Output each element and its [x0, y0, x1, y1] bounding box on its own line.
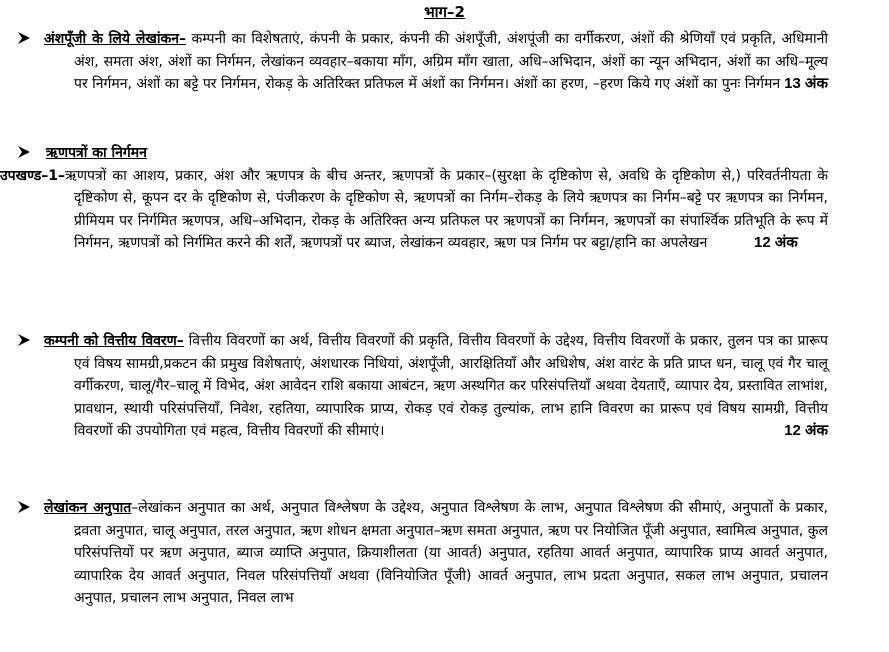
section-text: ऋणपत्रों का आशय, प्रकार, अंश और ऋणपत्र के बीच अन्तर, ऋणपत्रों के प्रकार–(सुरक्षा के दृष्टिकोण से, अवधि के दृष्टिकोण से,) परिवर्तनीयता के दृष्टिकोण से, कूपन दर के दृष्टिकोण से, पंजीकरण के दृष्टिकोण से, ऋणपत्रों का निर्गम–रोकड़ के लिये ऋणपत्र का निर्गम–बट्टे पर ऋणपत्र का निर्गमन, प्रीमियम पर निर्गमित ऋणपत्र, अधि–अभिदान, रोकड़ के अतिरिक्त अन्य प्रतिफल पर ऋणपत्रों का निर्गमन, ऋणपत्रों का संपार्श्विक प्रतिभूति के रूप में निर्गमन, ऋणपत्रों को निर्गमित करने की शर्तें, ऋणपत्रों पर ब्याज, लेखांकन व्यवहार, ऋण पत्र निर्गम पर बट्टा/हानि का अपलेखन: [64, 167, 828, 252]
section-debentures: ऋणपत्रों का निर्गमन उपखण्ड–1–ऋणपत्रों का आशय, प्रकार, अंश और ऋणपत्र के बीच अन्तर, ऋणपत्रों के प्रकार–(सुरक्षा के दृष्टिकोण से, अवधि के दृष्टिकोण से,) परिवर्तनीयता के दृष्टिकोण से, कूपन दर के दृष्टिकोण से, पंजीकरण के दृष्टिकोण से, ऋणपत्रों का निर्गम–रोकड़ के लिये ऋणपत्र का निर्गम–बट्टे पर ऋणपत्र का निर्गमन, प्रीमियम पर निर्गमित ऋणपत्र, अधि–अभिदान, रोकड़ के अतिरिक्त अन्य प्रतिफल पर ऋणपत्रों का निर्गमन, ऋणपत्रों का संपार्श्विक प्रतिभूति के रूप में निर्गमन, ऋणपत्रों को निर्गमित करने की शर्तें, ऋणपत्रों पर ब्याज, लेखांकन व्यवहार, ऋण पत्र निर्गम पर बट्टा/हानि का अपलेखन 12 अंक: [0, 145, 828, 252]
part-heading: भाग–2: [424, 3, 465, 21]
section-title: अंशपूँजी के लिये लेखांकन–: [44, 31, 186, 47]
arrow-bullet-icon: [16, 499, 32, 515]
arrow-bullet-icon: [16, 332, 32, 348]
section-text: वित्तीय विवरणों का अर्थ, वित्तीय विवरणों की प्रकृति, वित्तीय विवरणों के उद्देश्य, वित्तीय विवरणों के प्रकार, तुलन पत्र का प्रारूप एवं विषय सामग्री,प्रकटन की प्रमुख विशेषताएं, अंशधारक निधियां, अंशपूँजी, आरक्षितियाँ और अधिशेष, अंश वारंट के प्रति प्राप्त धन, चालू एवं गैर चालू वर्गीकरण, चालू/गैर–चालू में विभेद, अंश आवेदन राशि बकाया आबंटन, ऋण अस्थगित कर परिसंपत्तियाँ अथवा देयताएँ, व्यापार देय, प्रस्तावित लाभांश, प्रावधान, स्थायी परिसंपत्तियाँ, निवेश, रहतिया, व्यापारिक प्राप्य, रोकड़ एवं रोकड़ तुल्यांक, लाभ हानि विवरण का प्रारूप एवं विषय सामग्री, वित्तीय विवरणों की उपयोगिता एवं महत्व, वित्तीय विवरणों की सीमाएं।: [74, 333, 828, 440]
section-title: कम्पनी को वित्तीय विवरण–: [44, 333, 184, 349]
section-share-capital: [16, 28, 828, 96]
section-marks: 13 अंक: [784, 75, 828, 93]
section-title: ऋणपत्रों का निर्गमन: [46, 145, 147, 161]
section-text: कम्पनी का विशेषताएं, कंपनी के प्रकार, कंपनी की अंशपूँजी, अंशपूंजी का वर्गीकरण, अंशों की श्रेणियाँ एवं प्रकृति, अधिमानी अंश, समता अंश, अंशों का निर्गमन, लेखांकन व्यवहार–बकाया माँग, अग्रिम माँग खाता, अधि–अभिदान, अंशों का न्यून अभिदान, अंशों का अधि–मूल्य पर निर्गमन, अंशों का बट्टे पर निर्गमन, रोकड़ के अतिरिक्त प्रतिफल में अंशों का निर्गमन। अंशों का हरण, –हरण किये गए अंशों का पुनः निर्गमन: [74, 31, 828, 93]
section-title: लेखांकन अनुपात: [44, 500, 132, 516]
sub-section-label: उपखण्ड–1–: [0, 167, 65, 184]
section-accounting-ratios: [16, 497, 828, 610]
section-marks: 12 अंक: [784, 422, 828, 440]
section-text: –लेखांकन अनुपात का अर्थ, अनुपात विश्लेषण के उद्देश्य, अनुपात विश्लेषण के लाभ, अनुपात विश्लेषण की सीमाएं, अनुपातों के प्रकार, द्रवता अनुपात, चालू अनुपात, तरल अनुपात, ऋण शोधन क्षमता अनुपात–ऋण समता अनुपात, ऋण पर नियोजित पूँजी अनुपात, स्वामित्व अनुपात, कुल परिसंपत्तियों पर ऋण अनुपात, ब्याज व्याप्ति अनुपात, क्रियाशीलता (या आवर्त) अनुपात, रहतिया आवर्त अनुपात, व्यापारिक प्राप्य आवर्त अनुपात, व्यापारिक देय आवर्त अनुपात, निवल परिसंपत्तियाँ अथवा (विनियोजित पूँजी) आवर्त अनुपात, लाभ प्रदता अनुपात, सकल लाभ अनुपात, प्रचालन अनुपात, प्रचालन लाभ अनुपात, निवल लाभ: [74, 500, 828, 607]
section-financial-statements: [16, 330, 828, 443]
arrow-bullet-icon: [16, 144, 32, 160]
arrow-bullet-icon: [16, 30, 32, 46]
